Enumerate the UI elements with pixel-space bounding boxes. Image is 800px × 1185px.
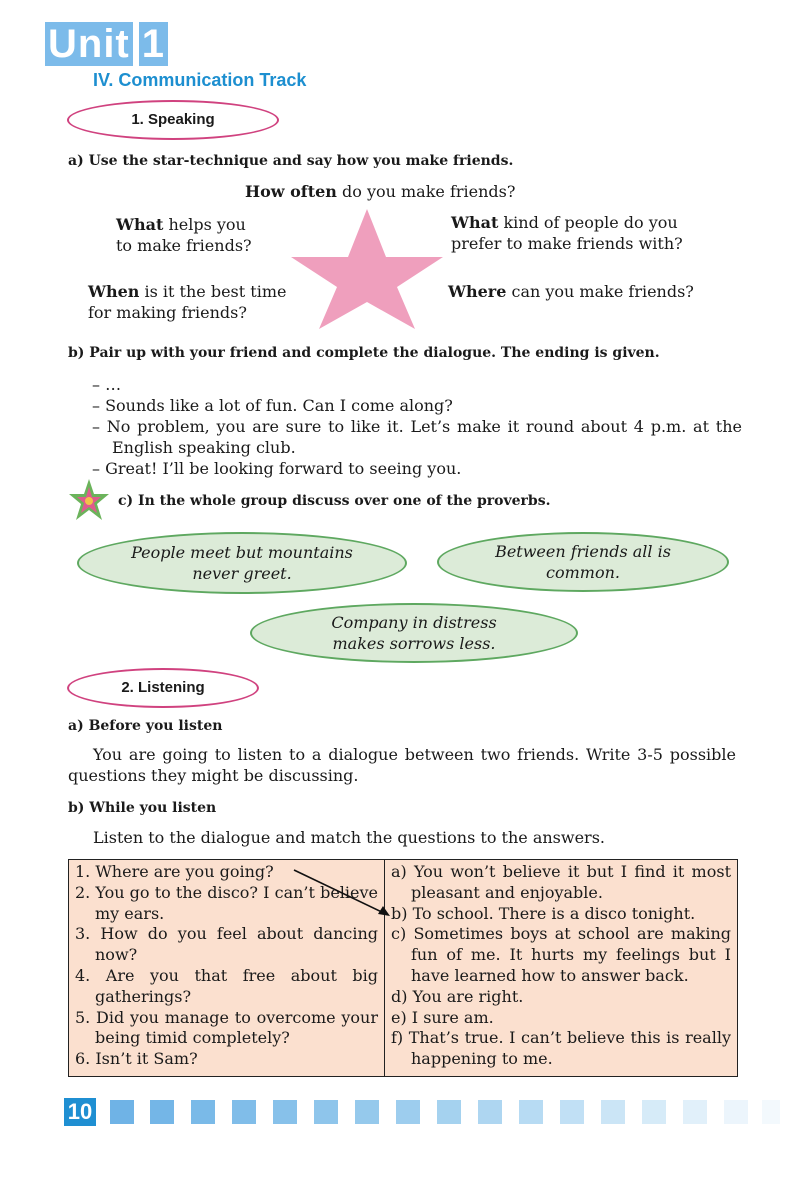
dialogue-line: – Great! I’ll be looking forward to seeing you. bbox=[92, 459, 462, 478]
star-right-top-prompt: What kind of people do you prefer to make friends with? bbox=[451, 213, 683, 253]
question-item: 6. Isn’t it Sam? bbox=[75, 1049, 198, 1069]
speaking-pill-label: 1. Speaking bbox=[131, 111, 215, 128]
star-top-prompt: How often do you make friends? bbox=[245, 182, 516, 201]
dialogue-line: – No problem, you are sure to like it. Let’s make it round about 4 p.m. at the English speaking club. bbox=[92, 417, 742, 457]
speaking-task-c: c) In the whole group discuss over one of the proverbs. bbox=[118, 493, 551, 509]
unit-heading bbox=[45, 24, 168, 64]
answer-item: f) That’s true. I can’t believe this is really happening to me. bbox=[391, 1028, 731, 1069]
question-item: 3. How do you feel about dancing now? bbox=[75, 924, 378, 965]
dialogue-line: – Sounds like a lot of fun. Can I come along? bbox=[92, 396, 453, 415]
page-number: 10 bbox=[64, 1098, 96, 1126]
answers-column bbox=[385, 860, 738, 1077]
section-title: IV. Communication Track bbox=[93, 70, 307, 90]
answer-item: c) Sometimes boys at school are making fun of me. It hurts my feelings but I have learned how to answer back. bbox=[391, 924, 731, 985]
footer-square bbox=[519, 1100, 543, 1124]
listening-para-b: Listen to the dialogue and match the questions to the answers. bbox=[93, 828, 605, 847]
star-left-top-prompt: What helps you to make friends? bbox=[116, 215, 252, 255]
listening-task-a: a) Before you listen bbox=[68, 718, 223, 734]
speaking-pill bbox=[67, 100, 279, 140]
proverb-oval: Company in distress makes sorrows less. bbox=[250, 603, 578, 663]
unit-number: 1 bbox=[139, 22, 168, 66]
answer-item: e) I sure am. bbox=[391, 1007, 494, 1027]
matching-table bbox=[68, 859, 738, 1077]
footer-square bbox=[110, 1100, 134, 1124]
pink-star-icon bbox=[285, 205, 450, 330]
example-arrow-icon bbox=[290, 866, 400, 926]
listening-para-a: You are going to listen to a dialogue between two friends. Write 3-5 possible questions they might be discussing. bbox=[68, 745, 736, 785]
footer-square bbox=[232, 1100, 256, 1124]
answer-item: b) To school. There is a disco tonight. bbox=[391, 903, 696, 923]
question-item: 5. Did you manage to overcome your being timid completely? bbox=[75, 1007, 378, 1048]
dialogue-line: – … bbox=[92, 375, 122, 394]
speaking-task-b: b) Pair up with your friend and complete the dialogue. The ending is given. bbox=[68, 345, 660, 361]
footer-square bbox=[355, 1100, 379, 1124]
green-star-icon bbox=[68, 478, 110, 522]
footer-square bbox=[642, 1100, 666, 1124]
listening-task-b: b) While you listen bbox=[68, 800, 217, 816]
footer-square bbox=[314, 1100, 338, 1124]
footer-square bbox=[762, 1100, 780, 1124]
question-item: 4. Are you that free about big gatherings? bbox=[75, 965, 378, 1006]
footer-square bbox=[683, 1100, 707, 1124]
footer-square bbox=[478, 1100, 502, 1124]
footer-square bbox=[601, 1100, 625, 1124]
dialogue bbox=[92, 374, 742, 479]
star-left-bottom-prompt: When is it the best time for making friends? bbox=[88, 282, 287, 322]
answer-item: d) You are right. bbox=[391, 986, 524, 1006]
footer-square bbox=[396, 1100, 420, 1124]
star-right-bottom-prompt: Where can you make friends? bbox=[448, 282, 694, 301]
answer-item: a) You won’t believe it but I find it most pleasant and enjoyable. bbox=[391, 862, 731, 902]
proverb-oval: People meet but mountains never greet. bbox=[77, 532, 407, 594]
footer-square bbox=[560, 1100, 584, 1124]
footer-square bbox=[437, 1100, 461, 1124]
listening-pill-label: 2. Listening bbox=[121, 679, 205, 696]
proverb-oval: Between friends all is common. bbox=[437, 532, 729, 592]
question-item: 1. Where are you going? bbox=[75, 862, 274, 881]
listening-pill bbox=[67, 668, 259, 708]
footer-square bbox=[273, 1100, 297, 1124]
question-item: 2. You go to the disco? I can’t believe my ears. bbox=[75, 882, 378, 923]
footer-square bbox=[150, 1100, 174, 1124]
speaking-task-a: a) Use the star-technique and say how you make friends. bbox=[68, 153, 514, 169]
footer-square bbox=[191, 1100, 215, 1124]
unit-word: Unit bbox=[45, 22, 133, 66]
footer-square bbox=[724, 1100, 748, 1124]
